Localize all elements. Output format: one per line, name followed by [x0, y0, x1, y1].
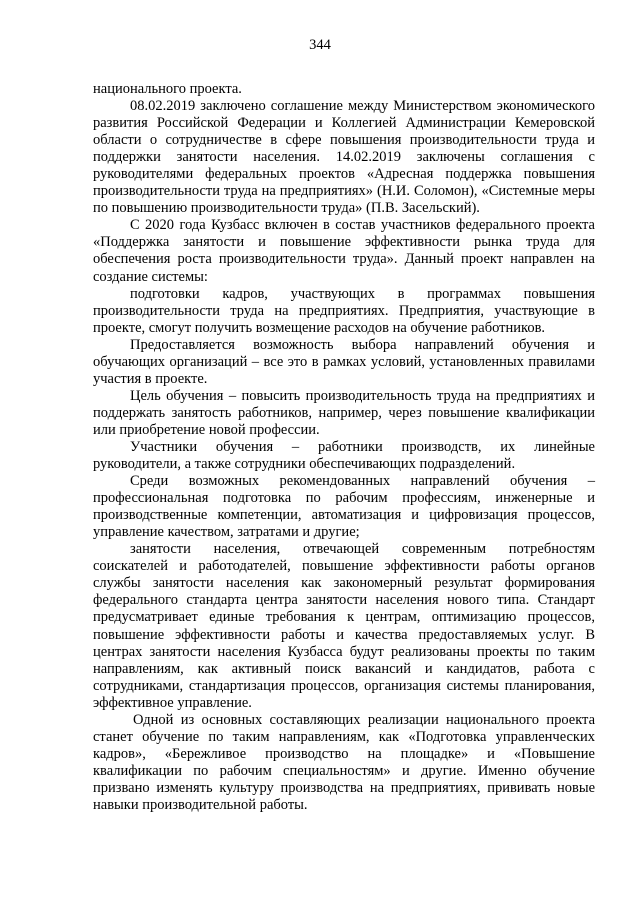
paragraph-training-directions: Среди возможных рекомендованных направлений обучения – профессиональная подготовка по рабочим профессиям, инженерные и производственные компетенции, автоматизация и цифровизация процессов, управление качеством, затратами и другие; — [93, 473, 595, 541]
paragraph-choice-of-training: Предоставляется возможность выбора направлений обучения и обучающих организаций – все это в рамках условий, установленных правилами участия в проекте. — [93, 336, 595, 387]
paragraph-training-participants: Участники обучения – работники производств, их линейные руководители, а также сотрудники обеспечивающих подразделений. — [93, 438, 595, 473]
paragraph-agreements: 08.02.2019 заключено соглашение между Министерством экономического развития Российской Федерации и Коллегией Администрации Кемеровской области о сотрудничестве в сфере повышения производительности труда и поддержки занятости населения. 14.02.2019 заключены соглашения с руководителями федеральных проектов «Адресная поддержка повышения производительности труда на предприятиях» (Н.И. Соломон), «Системные меры по повышению производительности труда» (П.В. Засельский). — [93, 98, 595, 217]
body-text — [93, 81, 595, 814]
paragraph-staff-training: подготовки кадров, участвующих в программах повышения производительности труда на предприятиях. Предприятия, участвующие в проекте, смогут получить возмещение расходов на обучение работников. — [93, 285, 595, 336]
paragraph-national-project-training: Одной из основных составляющих реализации национального проекта станет обучение по таким направлениям, как «Подготовка управленческих кадров», «Бережливое производство на площадке» и «Повышение квалификации по рабочим специальностям» и другие. Именно обучение призвано изменять культуру производства на предприятиях, прививать новые навыки производительной работы. — [93, 711, 595, 813]
page-number: 344 — [309, 37, 331, 53]
paragraph-kuzbass-project: С 2020 года Кузбасс включен в состав участников федерального проекта «Поддержка занятости и повышение эффективности рынка труда для обеспечения роста производительности труда». Данный проект направлен на создание системы: — [93, 217, 595, 285]
paragraph-continuation: национального проекта. — [93, 81, 242, 97]
paragraph-employment: занятости населения, отвечающей современным потребностям соискателей и работодателей, повышение эффективности работы органов службы занятости населения как закономерный результат формирования федерального стандарта центра занятости населения нового типа. Стандарт предусматривает единые требования к центрам, оптимизацию процессов, повышение эффективности работы и качества предоставляемых услуг. В центрах занятости населения Кузбасса будут реализованы проекты по таким направлениям, как активный поиск вакансий и кандидатов, работа с сотрудниками, стандартизация процессов, организация системы планирования, эффективное управление. — [93, 541, 595, 711]
paragraph-training-goal: Цель обучения – повысить производительность труда на предприятиях и поддержать занятость работников, например, через повышение квалификации или приобретение новой профессии. — [93, 387, 595, 438]
